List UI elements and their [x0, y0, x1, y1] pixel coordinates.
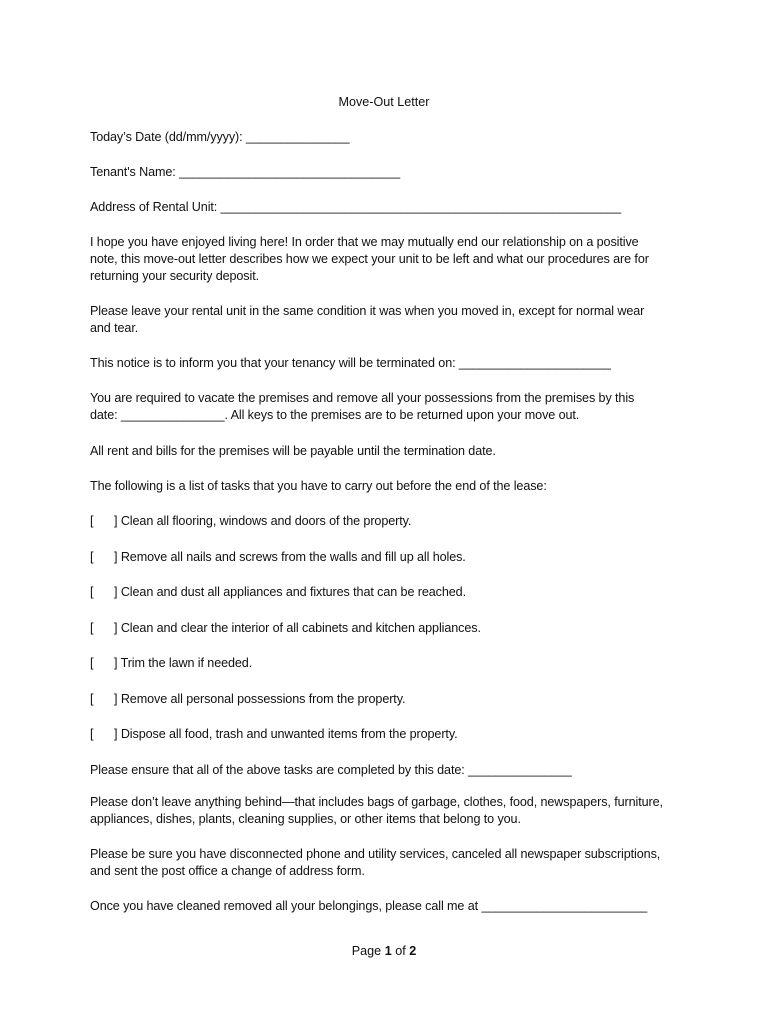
task-text: Dispose all food, trash and unwanted items from the property.: [120, 727, 458, 741]
checkbox-open: [: [90, 621, 94, 635]
address-field: Address of Rental Unit: __________________________________________________________: [90, 200, 622, 214]
behind-paragraph-line-2: appliances, dishes, plants, cleaning supplies, or other items that belong to you.: [90, 812, 521, 826]
checkbox-open: [: [90, 585, 94, 599]
checkbox-open: [: [90, 692, 94, 706]
intro-paragraph-line-3: returning your security deposit.: [90, 269, 259, 283]
call-paragraph: Once you have cleaned removed all your belongings, please call me at ________________________: [90, 899, 648, 913]
task-item: [90, 655, 690, 672]
footer-page-current: 1: [384, 944, 392, 958]
checkbox-open: [: [90, 514, 94, 528]
checkbox-close: ]: [114, 585, 118, 599]
task-item: [90, 549, 690, 566]
task-item: [90, 584, 690, 601]
checkbox-open: [: [90, 727, 94, 741]
ensure-paragraph: Please ensure that all of the above tasks are completed by this date: _______________: [90, 763, 572, 777]
rent-paragraph: All rent and bills for the premises will be payable until the termination date.: [90, 444, 496, 458]
utility-paragraph-line-2: and sent the post office a change of address form.: [90, 864, 365, 878]
checkbox-close: ]: [114, 514, 118, 528]
behind-paragraph-line-1: Please don’t leave anything behind—that includes bags of garbage, clothes, food, newspapers, furniture,: [90, 795, 663, 809]
task-item: [90, 513, 690, 530]
vacate-paragraph-line-1: You are required to vacate the premises and remove all your possessions from the premises by this: [90, 391, 635, 405]
footer-page-word: Page: [351, 944, 382, 958]
task-text: Clean all flooring, windows and doors of the property.: [120, 514, 412, 528]
document-title: Move-Out Letter: [338, 95, 430, 109]
condition-paragraph-line-2: and tear.: [90, 321, 139, 335]
checkbox-close: ]: [114, 550, 118, 564]
checkbox-close: ]: [114, 656, 118, 670]
checkbox-close: ]: [114, 692, 118, 706]
task-text: Trim the lawn if needed.: [120, 656, 253, 670]
task-item: [90, 726, 690, 743]
termination-paragraph: This notice is to inform you that your tenancy will be terminated on: ______________________: [90, 356, 611, 370]
tasks-intro-paragraph: The following is a list of tasks that you have to carry out before the end of the lease:: [90, 479, 547, 493]
intro-paragraph-line-1: I hope you have enjoyed living here! In order that we may mutually end our relationship on a positive: [90, 235, 639, 249]
tenant-name-field: Tenant's Name: ________________________________: [90, 165, 401, 179]
date-field: Today’s Date (dd/mm/yyyy): _______________: [90, 130, 350, 144]
checkbox-open: [: [90, 656, 94, 670]
task-text: Clean and clear the interior of all cabinets and kitchen appliances.: [120, 621, 481, 635]
utility-paragraph-line-1: Please be sure you have disconnected phone and utility services, canceled all newspaper subscriptions,: [90, 847, 661, 861]
checkbox-close: ]: [114, 621, 118, 635]
checkbox-open: [: [90, 550, 94, 564]
task-text: Remove all personal possessions from the property.: [120, 692, 406, 706]
page-footer: [0, 943, 768, 960]
condition-paragraph-line-1: Please leave your rental unit in the same condition it was when you moved in, except for normal wear: [90, 304, 645, 318]
task-text: Clean and dust all appliances and fixtures that can be reached.: [120, 585, 466, 599]
intro-paragraph-line-2: note, this move-out letter describes how we expect your unit to be left and what our procedures are for: [90, 252, 649, 266]
task-item: [90, 691, 690, 708]
vacate-paragraph-line-2: date: _______________. All keys to the premises are to be returned upon your move out.: [90, 408, 580, 422]
footer-of-word: of: [395, 944, 406, 958]
footer-page-total: 2: [409, 944, 417, 958]
task-item: [90, 620, 690, 637]
checkbox-close: ]: [114, 727, 118, 741]
task-text: Remove all nails and screws from the walls and fill up all holes.: [120, 550, 466, 564]
